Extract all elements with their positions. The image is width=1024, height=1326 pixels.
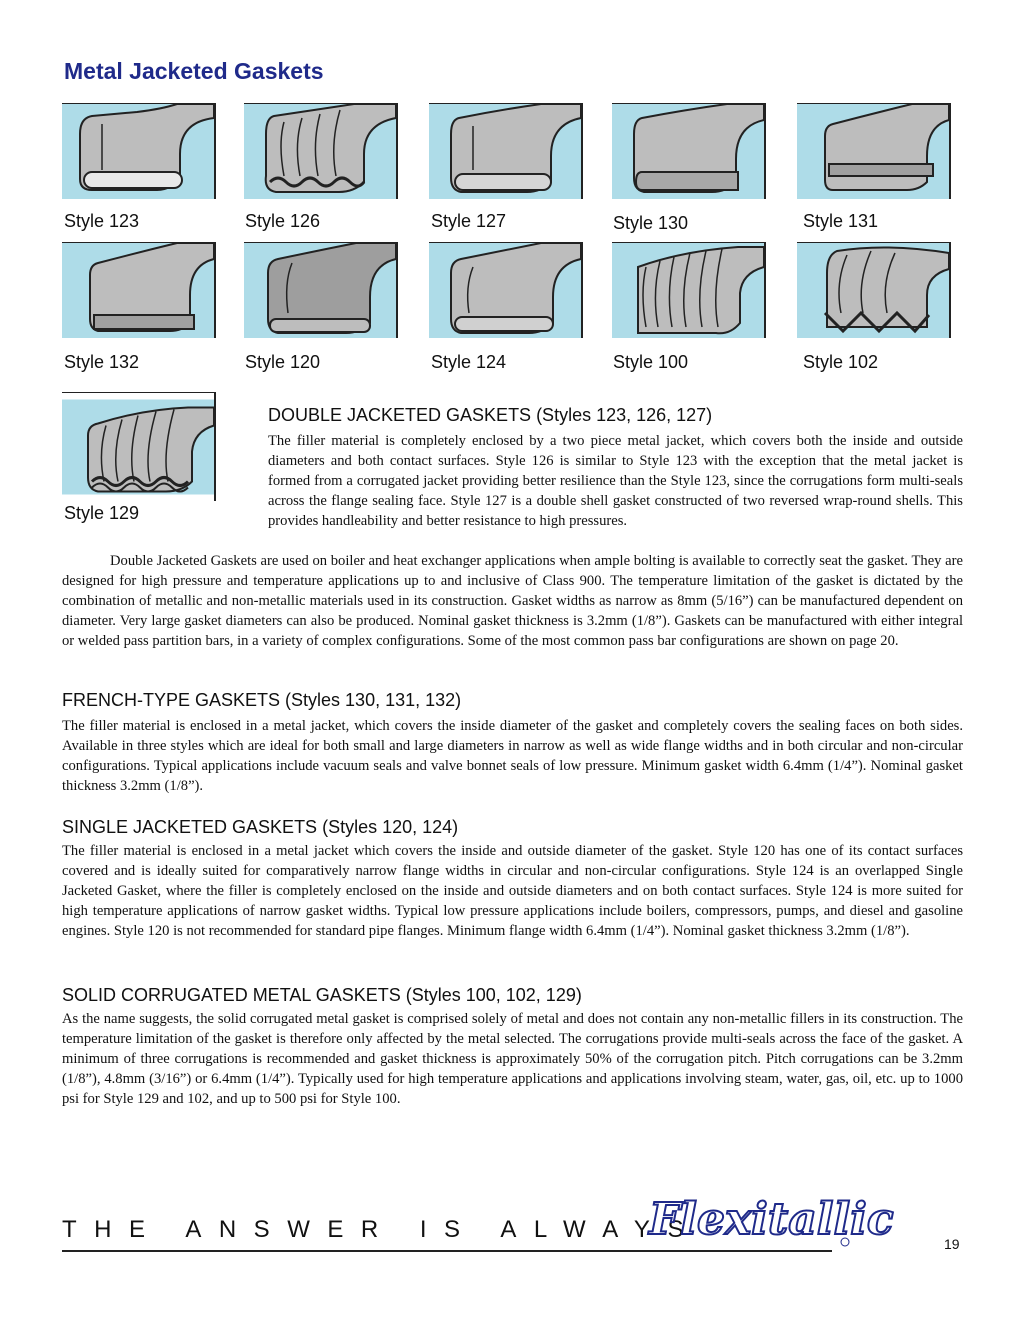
style-131-figure xyxy=(797,103,949,223)
corrugated-jacket-icon xyxy=(244,103,398,199)
double-shell-icon xyxy=(429,103,583,199)
section-heading-solid: SOLID CORRUGATED METAL GASKETS (Styles 100, 102, 129) xyxy=(62,985,582,1005)
style-caption: Style 100 xyxy=(613,352,689,372)
style-caption: Style 130 xyxy=(613,213,689,233)
french-type-icon xyxy=(612,103,766,199)
style-caption: Style 132 xyxy=(64,352,140,372)
solid-corrugated-icon xyxy=(612,242,766,338)
style-caption: Style 124 xyxy=(431,352,507,372)
french-type-icon xyxy=(797,103,951,199)
style-caption: Style 102 xyxy=(803,352,879,372)
style-100-figure xyxy=(612,242,764,362)
solid-corrugated-icon xyxy=(62,392,216,501)
style-127-figure xyxy=(429,103,581,223)
section-heading-french: FRENCH-TYPE GASKETS (Styles 130, 131, 132) xyxy=(62,690,462,710)
style-caption: Style 120 xyxy=(245,352,321,372)
overlapped-jacket-icon xyxy=(429,242,583,338)
style-130-figure xyxy=(612,103,764,223)
page-number: 19 xyxy=(944,1236,960,1252)
french-type-icon xyxy=(62,242,216,338)
style-129-figure xyxy=(62,392,214,512)
style-caption: Style 126 xyxy=(245,211,321,231)
style-124-figure xyxy=(429,242,581,362)
flexitallic-logo xyxy=(645,1186,894,1257)
section-heading-double: DOUBLE JACKETED GASKETS (Styles 123, 126, 127) xyxy=(268,405,713,425)
paragraph-double-lead: The filler material is completely enclosed by a two piece metal jacket, which covers both the inside and outside diameters and both contact surfaces. Style 126 is similar to Style 123 with the exception that the metal jacket is formed from a corrugated jacket providing better resilience than the Style 123, since the corrugations form multi-seals across the flange sealing face. Style 127 is a double shell gasket constructed of two reversed wrap-round shells. This provides handleability and better resistance to high pressures. xyxy=(268,433,963,529)
style-caption: Style 123 xyxy=(64,211,140,231)
style-102-figure xyxy=(797,242,949,362)
style-123-figure xyxy=(62,103,214,223)
paragraph-solid: As the name suggests, the solid corrugated metal gasket is comprised solely of metal and does not contain any non-metallic fillers in its construction. The temperature limitation of the gasket is therefore only affected by the metal selected. The corrugations provide multi-seals across the face of the gasket. A minimum of three corrugations is recommended and gasket thickness is approximately 50% of the corrugation pitch. Pitch corrugations can be 3.2mm (1/8”), 4.8mm (3/16”) or 6.4mm (1/4”). Typically used for high temperature applications and applications involving steam, water, gas, oil, etc. up to 1000 psi for Style 129 and 102, and up to 500 psi for Style 100. xyxy=(62,1011,963,1107)
single-jacket-icon xyxy=(244,242,398,338)
double-jacket-icon xyxy=(62,103,216,199)
style-caption: Style 129 xyxy=(64,503,140,523)
paragraph-single: The filler material is enclosed in a metal jacket which covers the inside and outside diameter of the gasket. Style 120 has one of its contact surfaces covered and is ideally suited for comparatively narrow flange widths in circular and non-circular configurations. Style 124 is an overlapped Single Jacketed Gasket, where the filler is completely enclosed on the inside and outside diameters and on both contact surfaces. Style 124 is more suited for high temperature applications of narrow gasket widths. Typical low pressure applications include boilers, compressors, pumps, and diesel and gasoline engines. Style 120 is not recommended for standard pipe flanges. Minimum flange width 6.4mm (1/4”). Nominal gasket thickness 3.2mm (1/8”). xyxy=(62,843,963,939)
style-126-figure xyxy=(244,103,396,223)
logo-text: Flexitallic xyxy=(649,1194,894,1245)
paragraph-double-body: Double Jacketed Gaskets are used on boiler and heat exchanger applications when ample bolting is available to correctly seat the gasket. They are designed for high pressure and temperature applications up to and inclusive of Class 900. The temperature limitation of the gasket is dictated by the combination of metallic and non-metallic materials used in its construction. Gasket widths as narrow as 8mm (5/16”) can be manufactured dependent on diameter. Very large gasket diameters can also be produced. Nominal gasket thickness is 3.2mm (1/8”). Gaskets can be manufactured with either integral or welded pass partition bars, in a variety of complex configurations. Some of the most common pass bar configurations are shown on page 20. xyxy=(62,553,963,649)
page-title: Metal Jacketed Gaskets xyxy=(64,58,324,84)
style-caption: Style 131 xyxy=(803,211,879,231)
style-caption: Style 127 xyxy=(431,211,507,231)
section-heading-single: SINGLE JACKETED GASKETS (Styles 120, 124) xyxy=(62,817,459,837)
style-132-figure xyxy=(62,242,214,362)
footer-tagline: THE ANSWER IS ALWAYS xyxy=(62,1216,701,1243)
solid-corrugated-icon xyxy=(797,242,951,338)
paragraph-french: The filler material is enclosed in a metal jacket, which covers the inside diameter of the gasket and completely covers the sealing faces on both sides. Available in three styles which are ideal for both small and large diameters in narrow as well as wide flange widths and in both circular and non-circular configurations. Typical applications include vacuum seals and valve bonnet seals of low pressure. Minimum gasket width 6.4mm (1/4”). Nominal gasket thickness 3.2mm (1/8”). xyxy=(62,718,963,794)
style-120-figure xyxy=(244,242,396,362)
